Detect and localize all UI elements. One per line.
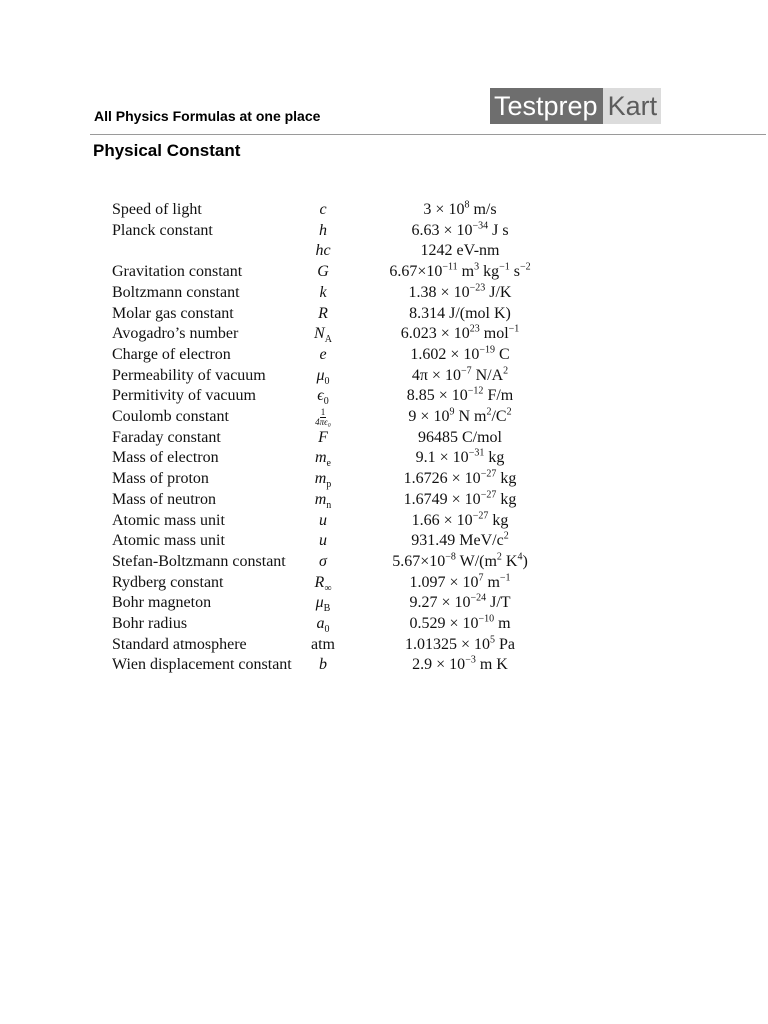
constant-value xyxy=(348,552,572,573)
symbol-subscript: A xyxy=(324,334,332,346)
constant-name: Stefan-Boltzmann constant xyxy=(112,552,286,570)
value-exponent: 2 xyxy=(503,530,509,542)
value-unit: W/(m xyxy=(455,552,497,570)
symbol-main: h xyxy=(319,221,327,239)
constant-name: Mass of proton xyxy=(112,470,209,488)
value-unit: C xyxy=(495,345,510,363)
value-unit: kg xyxy=(496,470,517,488)
constant-name: Faraday constant xyxy=(112,428,221,446)
constant-value xyxy=(348,386,572,407)
symbol-subscript: p xyxy=(326,479,332,491)
value-unit: /C xyxy=(491,408,507,426)
symbol-main: F xyxy=(318,428,328,446)
value-text: 9.1 × 10 xyxy=(415,449,469,467)
symbol-main: e xyxy=(319,345,327,363)
value-text: 3 × 10 xyxy=(423,201,465,218)
header-divider xyxy=(90,134,766,135)
constant-name: Mass of electron xyxy=(112,449,219,467)
value-unit: Pa xyxy=(495,635,516,653)
value-exponent: −27 xyxy=(472,510,489,522)
logo-text-testprep: Testprep xyxy=(490,88,603,124)
page-header xyxy=(0,0,768,140)
value-exponent: −1 xyxy=(499,261,510,273)
value-text: 9 × 10 xyxy=(408,408,450,426)
constant-name: Mass of neutron xyxy=(112,490,216,508)
value-unit: N/A xyxy=(471,366,504,384)
value-exponent: −10 xyxy=(478,613,495,625)
value-unit: kg xyxy=(496,490,517,508)
symbol-main: k xyxy=(319,283,327,301)
constant-name: Planck constant xyxy=(112,221,213,239)
constant-row xyxy=(112,448,572,469)
value-unit: K xyxy=(501,552,518,570)
constant-row xyxy=(112,635,572,656)
constant-name: Standard atmosphere xyxy=(112,635,247,653)
constant-value xyxy=(348,262,572,283)
symbol-main: R xyxy=(314,573,325,591)
constant-symbol xyxy=(298,448,348,469)
constant-name: Bohr radius xyxy=(112,615,188,633)
constant-symbol xyxy=(298,573,348,594)
symbol-main: u xyxy=(319,532,327,550)
constant-value xyxy=(348,531,572,552)
constant-value xyxy=(348,200,572,221)
symbol-main: μ xyxy=(315,594,324,612)
constant-symbol xyxy=(298,304,348,325)
symbol-main: ϵ xyxy=(317,387,324,405)
constant-row xyxy=(112,200,572,221)
constant-name: Wien displacement constant xyxy=(112,656,292,674)
value-exponent: −7 xyxy=(460,365,472,377)
constant-symbol xyxy=(298,614,348,635)
constant-value xyxy=(348,490,572,511)
fraction-denominator: 4πϵ₀ xyxy=(315,416,331,427)
value-unit: m/s xyxy=(469,201,497,218)
constant-symbol xyxy=(298,221,348,242)
constant-value xyxy=(348,241,572,262)
symbol-subscript: e xyxy=(326,458,331,470)
value-text: 1.38 × 10 xyxy=(408,283,470,301)
value-text: 8.314 J/(mol K) xyxy=(409,304,511,322)
document-title: All Physics Formulas at one place xyxy=(94,108,321,124)
symbol-main: G xyxy=(317,263,329,281)
constant-value xyxy=(348,593,572,614)
value-unit: kg xyxy=(479,263,500,281)
constant-symbol xyxy=(298,655,348,676)
constant-symbol xyxy=(298,490,348,511)
value-text: 6.63 × 10 xyxy=(411,221,473,239)
constant-name: Permeability of vacuum xyxy=(112,366,266,384)
value-exponent: 8 xyxy=(464,199,470,211)
value-text: 1.01325 × 10 xyxy=(404,635,491,653)
constant-name: Permitivity of vacuum xyxy=(112,387,256,405)
value-text: 9.27 × 10 xyxy=(409,594,471,612)
symbol-main: N xyxy=(314,325,325,343)
value-exponent: −23 xyxy=(469,282,486,294)
constant-value xyxy=(348,655,572,676)
constant-value xyxy=(348,614,572,635)
constant-row xyxy=(112,386,572,407)
constant-value xyxy=(348,448,572,469)
constant-symbol xyxy=(298,324,348,345)
constant-row xyxy=(112,304,572,325)
constant-symbol xyxy=(298,511,348,532)
value-text: 0.529 × 10 xyxy=(409,615,479,633)
constant-row xyxy=(112,531,572,552)
value-text: 2.9 × 10 xyxy=(412,656,466,674)
symbol-main: m xyxy=(314,449,327,467)
constant-symbol xyxy=(298,531,348,552)
constant-row xyxy=(112,241,572,262)
value-unit: m xyxy=(483,573,500,591)
value-exponent: 9 xyxy=(449,406,455,418)
symbol-main: hc xyxy=(315,242,331,260)
constant-row xyxy=(112,324,572,345)
constant-name: Boltzmann constant xyxy=(112,283,240,301)
symbol-main: σ xyxy=(319,552,327,570)
value-exponent: −27 xyxy=(480,468,497,480)
constant-symbol xyxy=(298,552,348,573)
value-text: 4π × 10 xyxy=(411,366,461,384)
value-unit: m xyxy=(457,263,475,281)
constant-symbol xyxy=(298,262,348,283)
symbol-subscript: ∞ xyxy=(324,582,332,594)
symbol-subscript: 0 xyxy=(324,375,330,387)
constant-value xyxy=(348,283,572,304)
value-exponent: −2 xyxy=(520,261,531,273)
constant-value xyxy=(348,573,572,594)
constant-symbol xyxy=(298,469,348,490)
constant-symbol xyxy=(298,593,348,614)
value-text: 1.097 × 10 xyxy=(409,573,479,591)
constant-symbol xyxy=(298,366,348,387)
symbol-main: u xyxy=(319,511,327,529)
value-text: 1242 eV-nm xyxy=(420,242,500,260)
constant-row xyxy=(112,469,572,490)
constant-name: Atomic mass unit xyxy=(112,532,225,550)
constant-row xyxy=(112,407,572,428)
constant-value xyxy=(348,428,572,449)
value-exponent: 5 xyxy=(490,634,496,646)
symbol-subscript: n xyxy=(326,500,332,512)
symbol-main: m xyxy=(314,470,327,488)
testprepkart-logo xyxy=(490,88,661,124)
constant-row xyxy=(112,614,572,635)
constant-value xyxy=(348,304,572,325)
value-unit: N m xyxy=(454,408,487,426)
constant-name: Speed of light xyxy=(112,201,202,218)
constant-value xyxy=(348,407,572,428)
constant-symbol xyxy=(298,283,348,304)
value-text: 96485 C/mol xyxy=(417,428,502,446)
constant-symbol xyxy=(298,386,348,407)
constant-symbol xyxy=(298,345,348,366)
value-exponent: 4 xyxy=(517,551,523,563)
constant-row xyxy=(112,221,572,242)
symbol-main: c xyxy=(319,201,327,218)
value-exponent: −3 xyxy=(465,655,476,667)
constant-value xyxy=(348,469,572,490)
value-unit: m K xyxy=(475,656,508,674)
symbol-main: atm xyxy=(311,635,335,653)
logo-text-kart: Kart xyxy=(603,88,662,124)
constant-name: Atomic mass unit xyxy=(112,511,225,529)
symbol-main: μ xyxy=(316,366,325,384)
value-unit: kg xyxy=(484,449,505,467)
value-text: 5.67×10 xyxy=(392,552,446,570)
constant-row xyxy=(112,345,572,366)
symbol-main: R xyxy=(318,304,328,322)
constant-name: Coulomb constant xyxy=(112,408,229,426)
fraction-numerator: 1 xyxy=(320,406,326,417)
value-text: 1.66 × 10 xyxy=(411,511,473,529)
value-text: 1.6749 × 10 xyxy=(403,490,481,508)
value-exponent: −24 xyxy=(470,593,487,605)
constant-row xyxy=(112,283,572,304)
value-text: 8.85 × 10 xyxy=(406,387,468,405)
value-unit: J s xyxy=(488,221,509,239)
value-exponent: −31 xyxy=(468,448,485,460)
value-unit: m xyxy=(494,615,511,633)
value-text: 6.67×10 xyxy=(389,263,443,281)
value-exponent: 23 xyxy=(469,323,480,335)
constant-name: Molar gas constant xyxy=(112,304,234,322)
value-exponent: 2 xyxy=(503,365,509,377)
value-text: 6.023 × 10 xyxy=(400,325,470,343)
symbol-main: m xyxy=(314,490,327,508)
value-exponent: −19 xyxy=(479,344,495,356)
value-unit: F/m xyxy=(483,387,514,405)
value-unit: s xyxy=(509,263,520,281)
constant-value xyxy=(348,635,572,656)
constant-name: Rydberg constant xyxy=(112,573,224,591)
value-exponent: −27 xyxy=(480,489,497,501)
constant-name: Avogadro’s number xyxy=(112,325,239,343)
constant-symbol xyxy=(298,635,348,656)
constant-value xyxy=(348,345,572,366)
value-unit: mol xyxy=(479,325,509,343)
constant-symbol xyxy=(298,428,348,449)
constant-value xyxy=(348,324,572,345)
constant-symbol xyxy=(298,241,348,262)
symbol-main: b xyxy=(319,656,327,674)
value-exponent: −12 xyxy=(467,386,484,397)
value-unit: ) xyxy=(522,552,528,570)
constant-value xyxy=(348,366,572,387)
value-exponent: 2 xyxy=(506,406,512,418)
value-text: 931.49 MeV/c xyxy=(411,532,504,550)
constant-row xyxy=(112,490,572,511)
value-unit: J/K xyxy=(485,283,512,301)
constant-row xyxy=(112,428,572,449)
value-exponent: −8 xyxy=(445,551,456,563)
symbol-subscript: 0 xyxy=(324,624,330,636)
constant-name: Charge of electron xyxy=(112,345,231,363)
value-text: 1.602 × 10 xyxy=(410,345,480,363)
section-title: Physical Constant xyxy=(93,141,241,160)
value-exponent: 3 xyxy=(474,261,480,273)
constant-name: Bohr magneton xyxy=(112,594,212,612)
constant-value xyxy=(348,221,572,242)
constant-name: Gravitation constant xyxy=(112,263,243,281)
value-exponent: 2 xyxy=(496,551,502,563)
physical-constants-table xyxy=(112,200,572,676)
value-exponent: −34 xyxy=(472,220,489,232)
constant-row xyxy=(112,552,572,573)
constant-row xyxy=(112,262,572,283)
constant-row xyxy=(112,573,572,594)
value-exponent: −11 xyxy=(442,261,458,273)
symbol-subscript: B xyxy=(323,603,331,615)
constant-value xyxy=(348,511,572,532)
constant-symbol xyxy=(298,407,348,428)
constant-row xyxy=(112,593,572,614)
constant-row xyxy=(112,655,572,676)
value-exponent: −1 xyxy=(508,323,520,335)
value-unit: J/T xyxy=(486,594,511,612)
constant-symbol xyxy=(298,200,348,221)
value-unit: kg xyxy=(488,511,509,529)
value-text: 1.6726 × 10 xyxy=(403,470,481,488)
constant-row xyxy=(112,366,572,387)
value-exponent: −1 xyxy=(499,572,511,584)
symbol-subscript: 0 xyxy=(323,396,329,408)
symbol-main: a xyxy=(316,615,325,633)
value-exponent: 7 xyxy=(478,572,484,584)
fraction-symbol xyxy=(315,408,331,427)
constant-row xyxy=(112,511,572,532)
value-exponent: 2 xyxy=(486,406,492,418)
